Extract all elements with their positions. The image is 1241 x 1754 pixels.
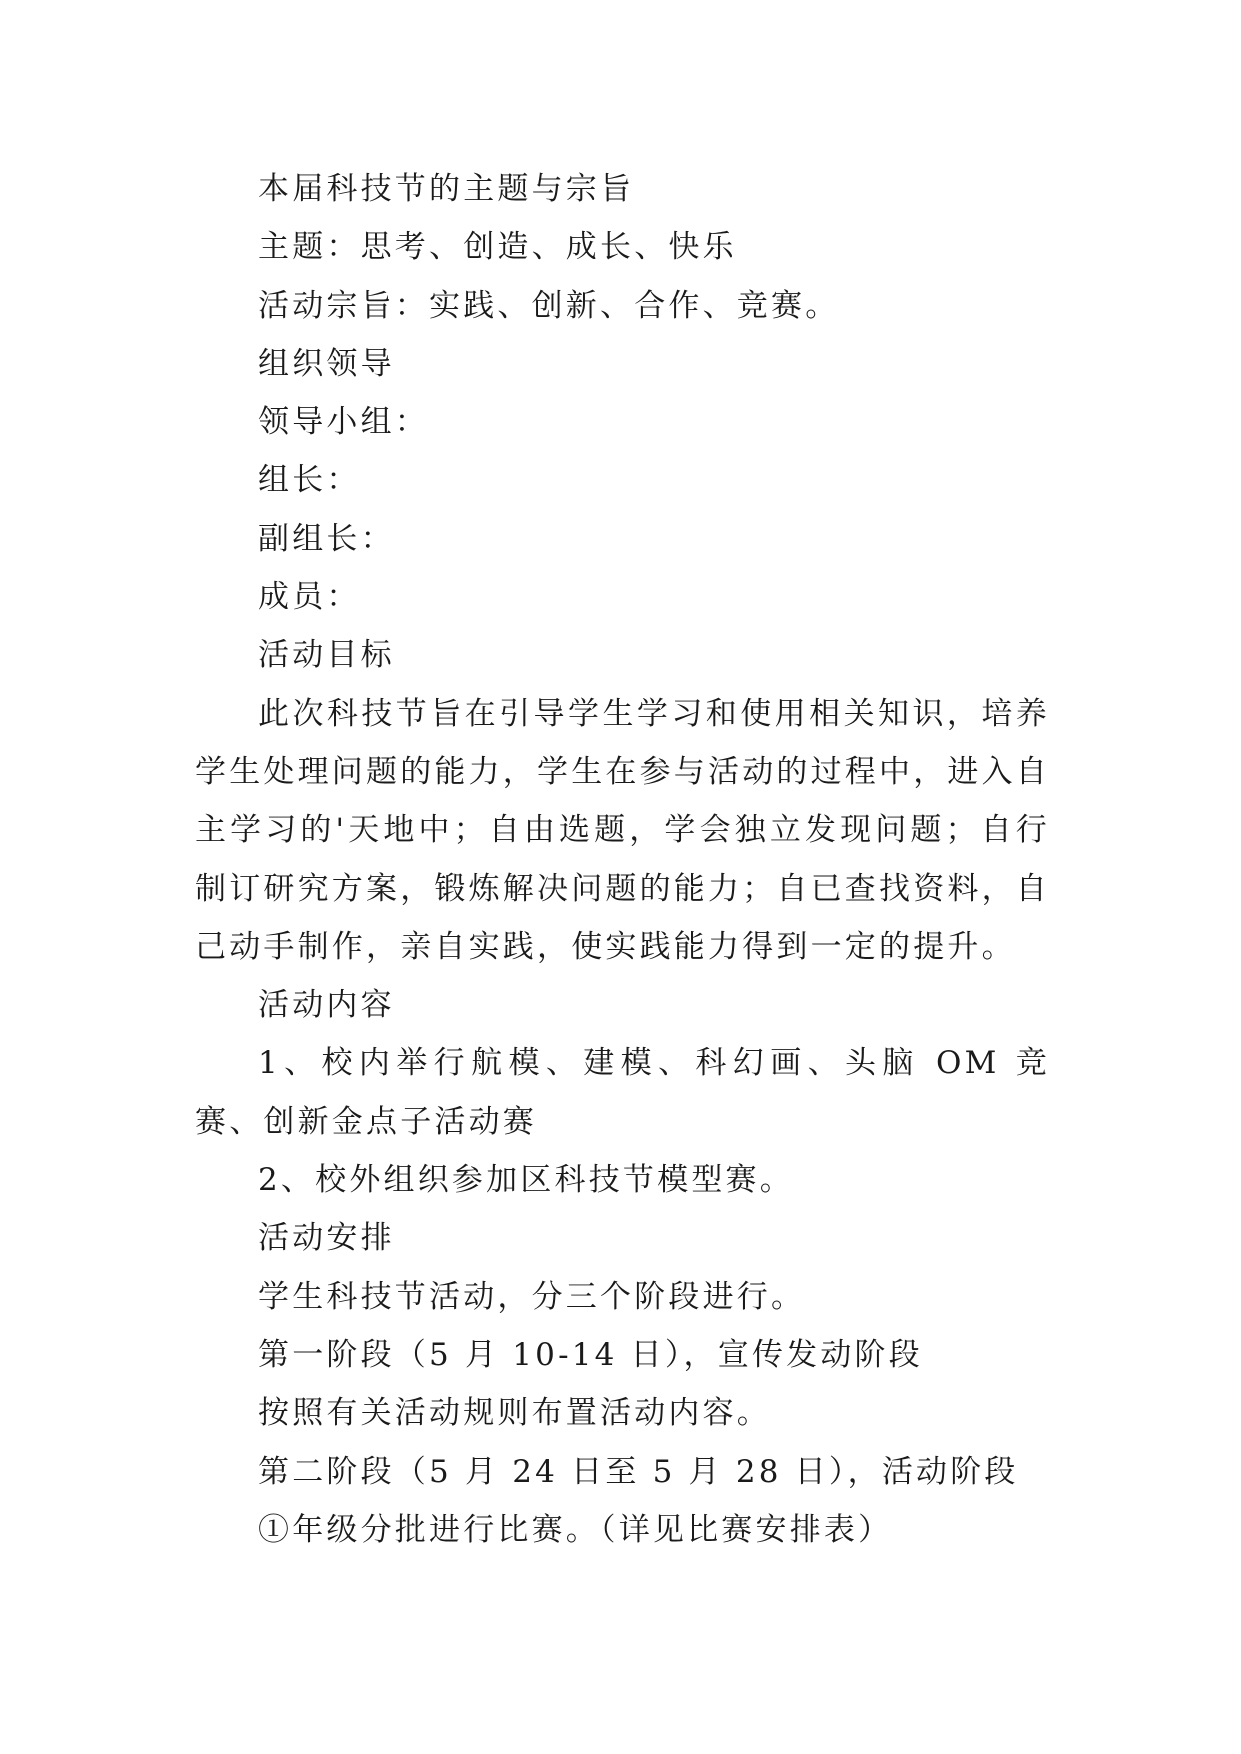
deputy-leader-line: 副组长：: [258, 520, 395, 557]
theme-line: 主题：思考、创造、成长、快乐: [258, 229, 737, 266]
group-leader-line: 组长：: [258, 462, 361, 499]
schedule-intro: 学生科技节活动，分三个阶段进行。: [258, 1278, 806, 1315]
heading-organization: 组织领导: [258, 345, 395, 382]
stage-two-detail: ①年级分批进行比赛。（详见比赛安排表）: [258, 1511, 893, 1548]
content-item-1: 1、校内举行航模、建模、科幻画、头脑 OM 竞赛、创新金点子活动赛: [195, 1045, 1050, 1140]
stage-two-line: 第二阶段（5 月 24 日至 5 月 28 日），活动阶段: [258, 1453, 1019, 1490]
goals-paragraph: 此次科技节旨在引导学生学习和使用相关知识，培养学生处理问题的能力，学生在参与活动的过程中，进入自主学习的'天地中；自由选题，学会独立发现问题；自行制订研究方案，锻炼解决问题的能力；自已查找资料，自己动手制作，亲自实践，使实践能力得到一定的提升。: [195, 695, 1050, 965]
heading-content: 活动内容: [258, 987, 395, 1024]
document-page: [195, 160, 1050, 1559]
purpose-line: 活动宗旨：实践、创新、合作、竞赛。: [258, 287, 840, 324]
members-line: 成员：: [258, 579, 361, 616]
heading-schedule: 活动安排: [258, 1220, 395, 1257]
heading-theme-purpose: 本届科技节的主题与宗旨: [258, 171, 635, 207]
content-item-2: 2、校外组织参加区科技节模型赛。: [258, 1162, 794, 1199]
stage-one-detail: 按照有关活动规则布置活动内容。: [258, 1395, 771, 1432]
leadership-group-line: 领导小组：: [258, 404, 429, 441]
stage-one-line: 第一阶段（5 月 10-14 日），宣传发动阶段: [258, 1336, 923, 1373]
heading-goals: 活动目标: [258, 637, 395, 674]
